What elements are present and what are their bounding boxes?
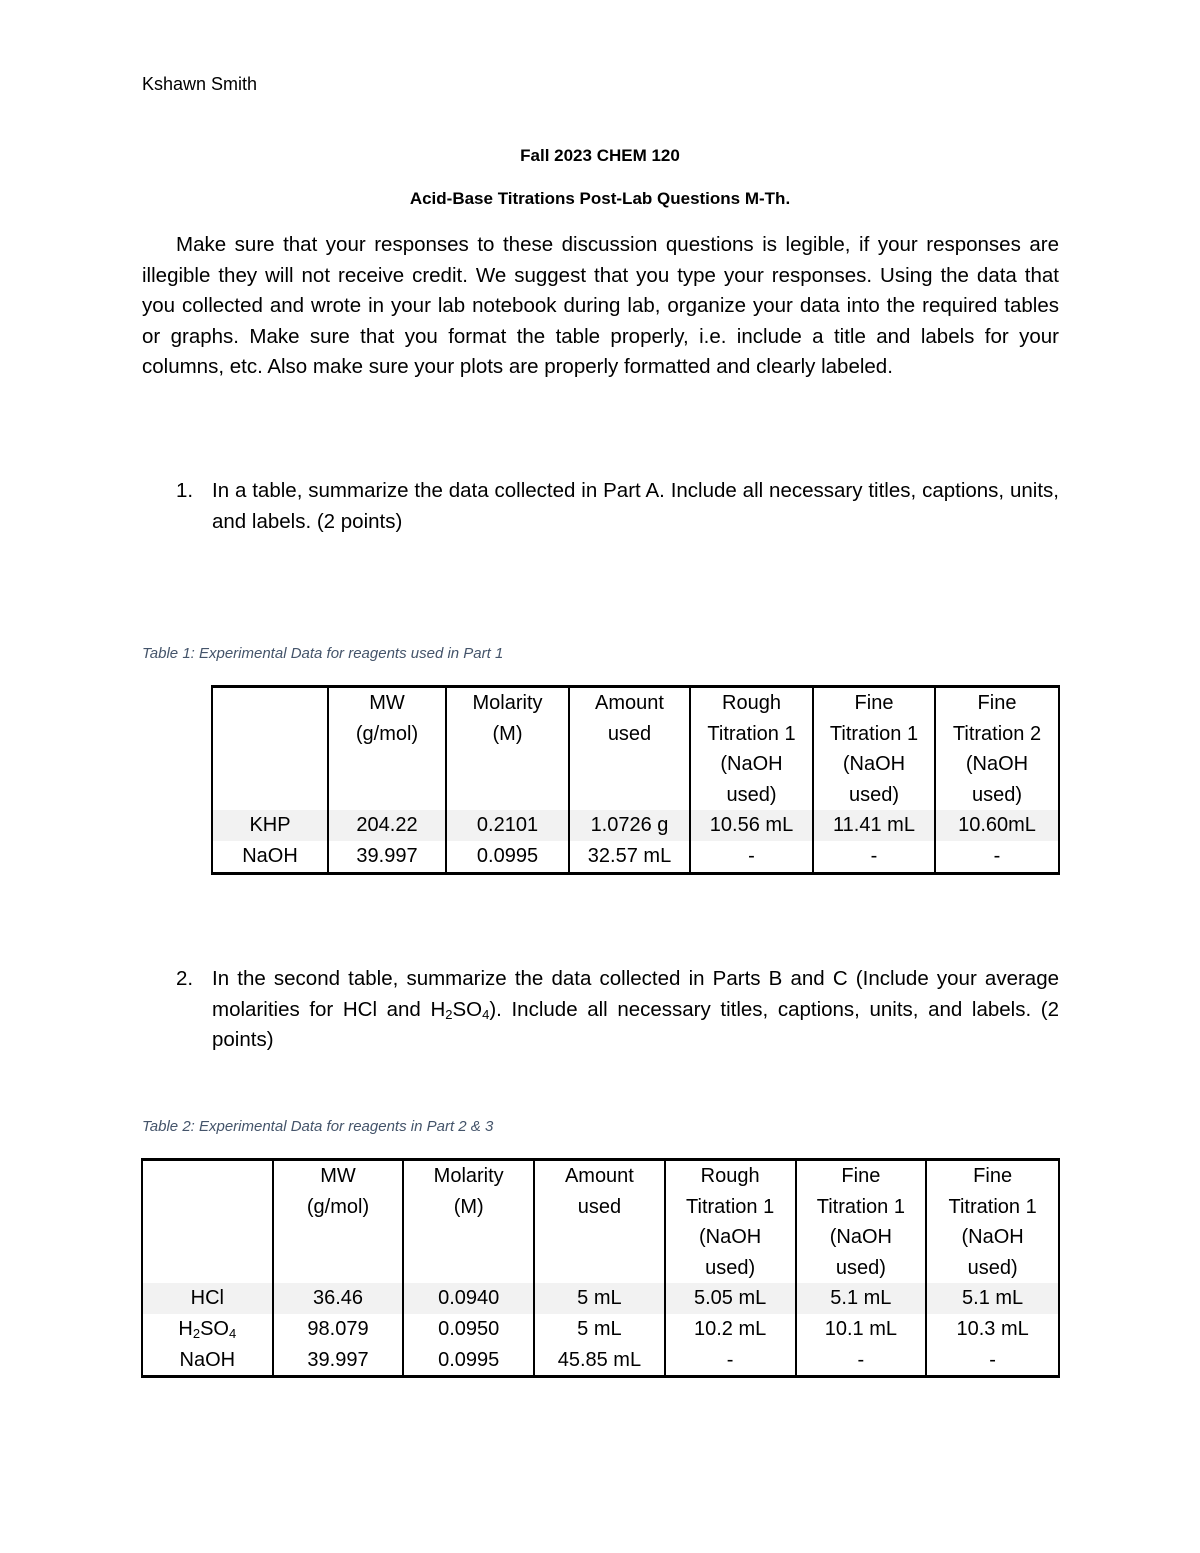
table-cell: 0.0950 bbox=[403, 1314, 534, 1345]
table-cell: 36.46 bbox=[273, 1283, 404, 1314]
table-row bbox=[142, 1345, 1059, 1377]
header-molarity: Molarity (M) bbox=[446, 687, 569, 811]
table-cell: 5 mL bbox=[534, 1314, 665, 1345]
header-fine-titration-2: Fine Titration 2 (NaOH used) bbox=[935, 687, 1059, 811]
table-cell: 10.60mL bbox=[935, 810, 1059, 841]
table-header-row bbox=[142, 1160, 1059, 1284]
table-cell: - bbox=[813, 841, 935, 873]
table-cell: - bbox=[690, 841, 813, 873]
header-empty bbox=[142, 1160, 273, 1284]
table-cell: 0.0995 bbox=[446, 841, 569, 873]
table-row bbox=[212, 841, 1059, 873]
table-cell: - bbox=[935, 841, 1059, 873]
question-1 bbox=[176, 476, 1059, 537]
table-cell: 10.1 mL bbox=[796, 1314, 927, 1345]
table-cell: 5.1 mL bbox=[796, 1283, 927, 1314]
table-cell: KHP bbox=[212, 810, 328, 841]
header-fine-titration-1b: Fine Titration 1 (NaOH used) bbox=[926, 1160, 1059, 1284]
course-title: Fall 2023 CHEM 120 bbox=[520, 146, 680, 165]
table-cell: 45.85 mL bbox=[534, 1345, 665, 1377]
table-cell: NaOH bbox=[212, 841, 328, 873]
table-cell: 10.3 mL bbox=[926, 1314, 1059, 1345]
table-row bbox=[212, 810, 1059, 841]
question-2 bbox=[176, 964, 1060, 1056]
table-cell: - bbox=[926, 1345, 1059, 1377]
table-cell: 5.1 mL bbox=[926, 1283, 1059, 1314]
header-molarity: Molarity (M) bbox=[403, 1160, 534, 1284]
table-cell: - bbox=[665, 1345, 796, 1377]
table-cell: 11.41 mL bbox=[813, 810, 935, 841]
author-name: Kshawn Smith bbox=[142, 74, 258, 94]
table-header-row bbox=[212, 687, 1059, 811]
table-cell: 1.0726 g bbox=[569, 810, 690, 841]
header-rough-titration: Rough Titration 1 (NaOH used) bbox=[690, 687, 813, 811]
table-cell: 32.57 mL bbox=[569, 841, 690, 873]
question-number: 2. bbox=[176, 967, 194, 990]
table-cell: 204.22 bbox=[328, 810, 446, 841]
table-cell: 0.0940 bbox=[403, 1283, 534, 1314]
table-1 bbox=[211, 685, 1060, 875]
table-cell: 98.079 bbox=[273, 1314, 404, 1345]
assignment-title: Acid-Base Titrations Post-Lab Questions M-Th. bbox=[409, 189, 791, 208]
table-row bbox=[142, 1314, 1059, 1345]
intro-paragraph: Make sure that your responses to these discussion questions is legible, if your responses are illegible they will not receive credit. We suggest that you type your responses. Using the data that you collected and wrote in your lab notebook during lab, organize your data into the required tables or graphs. Make sure that you format the table properly, i.e. include a title and labels for your columns, etc. Also make sure your plots are properly formatted and clearly labeled. bbox=[142, 233, 1059, 379]
table-cell-h2so4: $H_2SO_4$ bbox=[142, 1314, 273, 1345]
table-cell: 5 mL bbox=[534, 1283, 665, 1314]
header-empty bbox=[212, 687, 328, 811]
table-1-caption: Table 1: Experimental Data for reagents used in Part 1 bbox=[142, 645, 504, 662]
table-cell: HCl bbox=[142, 1283, 273, 1314]
header-mw: MW (g/mol) bbox=[328, 687, 446, 811]
table-cell: 39.997 bbox=[328, 841, 446, 873]
table-2 bbox=[141, 1158, 1060, 1378]
header-rough-titration: Rough Titration 1 (NaOH used) bbox=[665, 1160, 796, 1284]
header-fine-titration-1: Fine Titration 1 (NaOH used) bbox=[796, 1160, 927, 1284]
question-text: In the second table, summarize the data collected in Parts B and C (Include your average molarities for HCl and $H_2SO_4$). Include all necessary titles, captions, units, and labels. (2 points) bbox=[212, 967, 1060, 1052]
question-number: 1. bbox=[176, 479, 194, 502]
header-amount: Amount used bbox=[569, 687, 690, 811]
table-cell: 0.2101 bbox=[446, 810, 569, 841]
table-cell: NaOH bbox=[142, 1345, 273, 1377]
header-fine-titration-1: Fine Titration 1 (NaOH used) bbox=[813, 687, 935, 811]
table-cell: 5.05 mL bbox=[665, 1283, 796, 1314]
table-cell: - bbox=[796, 1345, 927, 1377]
header-amount: Amount used bbox=[534, 1160, 665, 1284]
question-text: In a table, summarize the data collected in Part A. Include all necessary titles, captions, units, and labels. (2 points) bbox=[212, 479, 1059, 533]
table-cell: 0.0995 bbox=[403, 1345, 534, 1377]
table-row bbox=[142, 1283, 1059, 1314]
table-cell: 39.997 bbox=[273, 1345, 404, 1377]
table-2-caption: Table 2: Experimental Data for reagents in Part 2 & 3 bbox=[142, 1118, 494, 1135]
table-cell: 10.56 mL bbox=[690, 810, 813, 841]
table-cell: 10.2 mL bbox=[665, 1314, 796, 1345]
header-mw: MW (g/mol) bbox=[273, 1160, 404, 1284]
